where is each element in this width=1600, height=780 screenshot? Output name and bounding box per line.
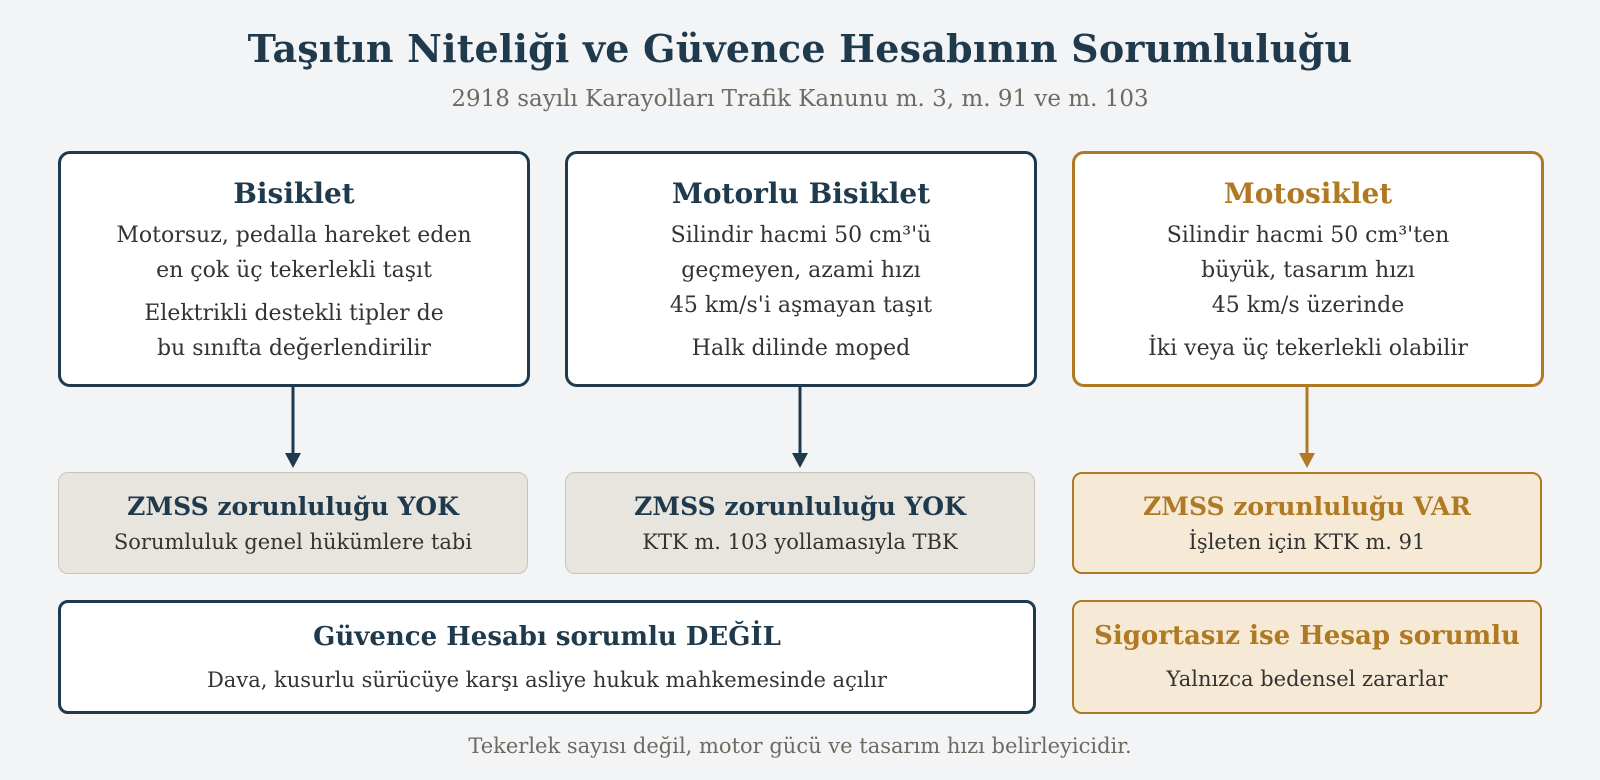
footer-note: Tekerlek sayısı değil, motor gücü ve tasarım hızı belirleyicidir.	[468, 734, 1132, 758]
card-definition: Silindir hacmi 50 cm³'ten büyük, tasarım hızı 45 km/s üzerinde	[1166, 223, 1450, 318]
card-note: İki veya üç tekerlekli olabilir	[1148, 336, 1468, 361]
arrow-motosiklet	[1299, 387, 1315, 468]
card-definition: Motorsuz, pedalla hareket eden en çok üç tekerlekli taşıt	[116, 223, 472, 283]
page-title: Taşıtın Niteliği ve Güvence Hesabının Sorumluluğu	[247, 26, 1353, 71]
obligation-detail: İşleten için KTK m. 91	[1188, 530, 1426, 554]
card-title: Bisiklet	[233, 177, 355, 210]
arrow-motorlu-bisiklet	[792, 387, 808, 468]
obligation-detail: KTK m. 103 yollamasıyla TBK	[642, 530, 958, 554]
obligation-title: ZMSS zorunluluğu YOK	[634, 492, 966, 521]
outcome-title: Güvence Hesabı sorumlu DEĞİL	[313, 622, 781, 652]
card-note: Elektrikli destekli tipler de bu sınıfta değerlendirilir	[144, 301, 444, 361]
outcome-detail: Dava, kusurlu sürücüye karşı asliye hukuk mahkemesinde açılır	[206, 668, 888, 692]
obligation-motorlu-bisiklet	[565, 472, 1035, 574]
outcome-detail: Yalnızca bedensel zararlar	[1166, 667, 1448, 691]
card-definition: Silindir hacmi 50 cm³'ü geçmeyen, azami hızı 45 km/s'i aşmayan taşıt	[669, 223, 933, 318]
page-subtitle: 2918 sayılı Karayolları Trafik Kanunu m. 3, m. 91 ve m. 103	[451, 86, 1149, 112]
obligation-title: ZMSS zorunluluğu VAR	[1143, 492, 1471, 521]
obligation-detail: Sorumluluk genel hükümlere tabi	[113, 530, 473, 554]
card-title: Motosiklet	[1223, 177, 1393, 210]
card-note: Halk dilinde moped	[691, 336, 911, 361]
arrow-bisiklet	[285, 387, 301, 468]
outcome-liable	[1072, 600, 1542, 714]
card-title: Motorlu Bisiklet	[671, 177, 931, 210]
obligation-motosiklet	[1072, 472, 1542, 574]
outcome-title: Sigortasız ise Hesap sorumlu	[1094, 621, 1520, 651]
obligation-title: ZMSS zorunluluğu YOK	[127, 492, 459, 521]
outcome-not-liable	[58, 600, 1036, 714]
obligation-bisiklet	[58, 472, 528, 574]
